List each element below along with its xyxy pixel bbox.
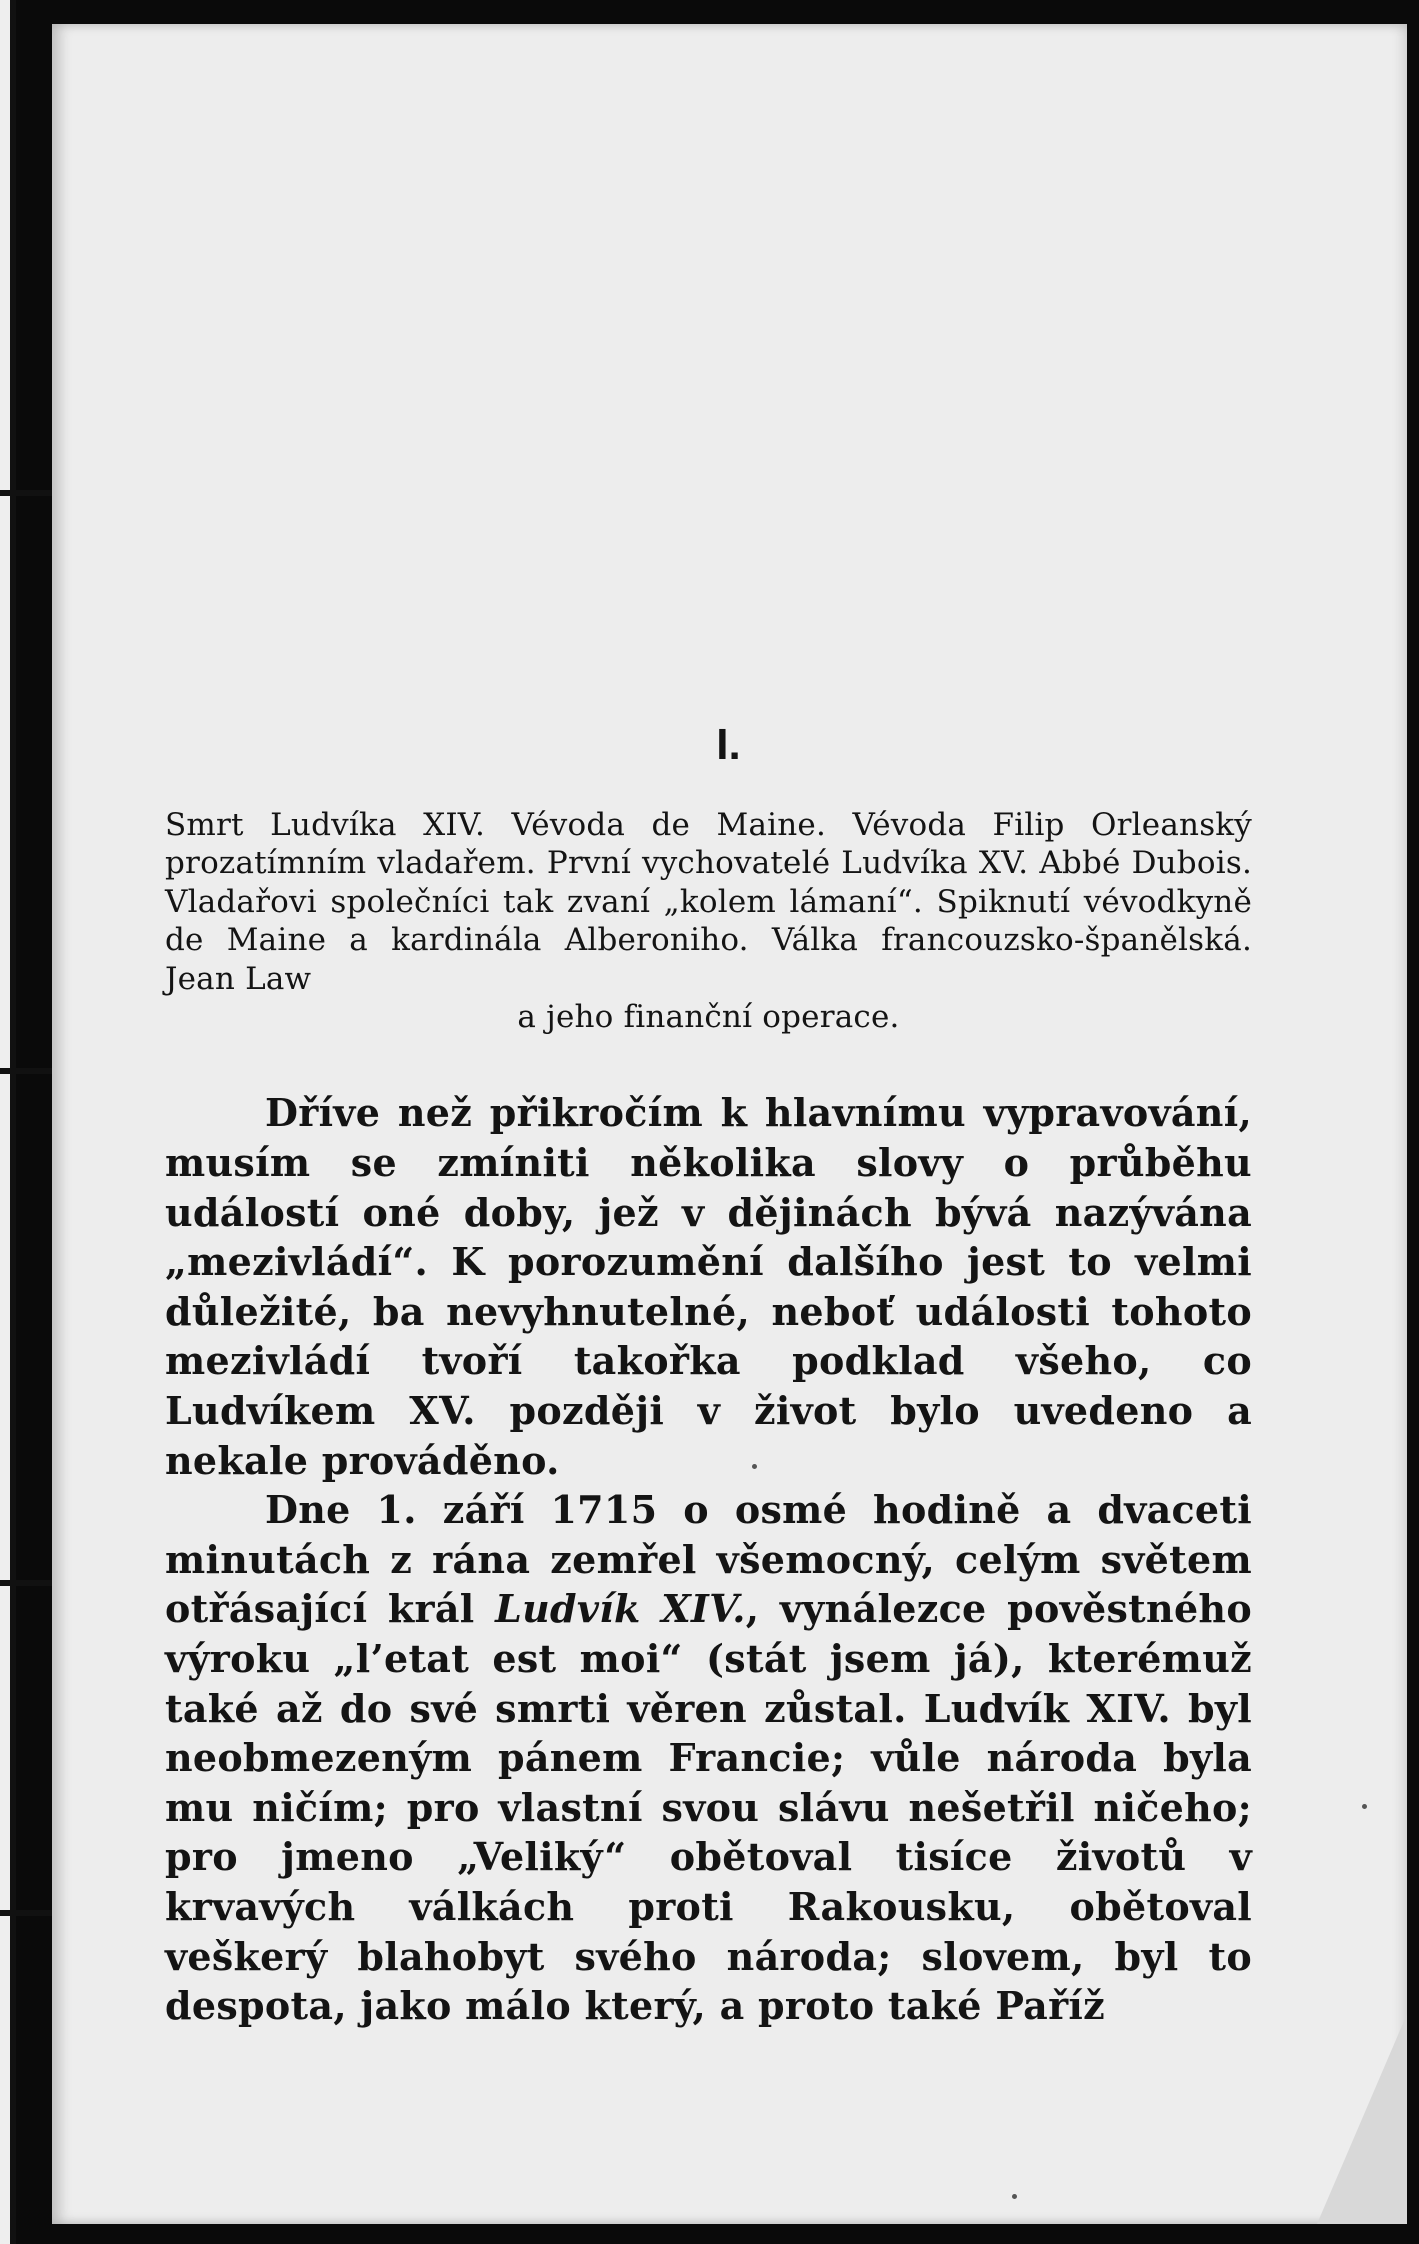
paragraph-2-start: Dne 1. září 1715 o osmé hodině a dvaceti minutách z rána zemřel všemocný, celým světem otřásající král bbox=[165, 1487, 1252, 1632]
paper-speck bbox=[1012, 2194, 1017, 2199]
chapter-summary bbox=[165, 806, 1252, 1036]
paragraph-1: Dříve než přikročím k hlavnímu vypravování, musím se zmíniti několika slovy o průběhu událostí oné doby, jež v dějinách bývá nazývána „mezivládí“. K porozumění dalšího jest to velmi důležité, ba nevyhnutelné, neboť události tohoto mezivládí tvoří takořka podklad všeho, co Ludvíkem XV. později v život bylo uvedeno a nekale prováděno. bbox=[165, 1090, 1252, 1483]
binding-mark bbox=[0, 490, 60, 496]
binding-mark bbox=[0, 1910, 60, 1916]
binding-mark bbox=[0, 1580, 60, 1586]
chapter-number: I. bbox=[716, 720, 741, 769]
binding-mark bbox=[0, 1068, 60, 1074]
paper-speck bbox=[1362, 1804, 1367, 1809]
torn-corner bbox=[1317, 2014, 1407, 2224]
paragraph-2 bbox=[165, 1485, 1252, 2031]
binding-edge bbox=[0, 0, 10, 2244]
binding-shadow bbox=[10, 0, 16, 2244]
king-name: Ludvík XIV. bbox=[495, 1586, 746, 1632]
paragraph-2-rest: , vynálezce pověstného výroku „l’etat est moi“ (stát jsem já), kterémuž také až do své smrti věren zůstal. Ludvík XIV. byl neobmezeným pánem Francie; vůle národa byla mu ničím; pro vlastní svou slávu nešetřil ničeho; pro jmeno „Veliký“ obětoval tisíce životů v krvavých válkách proti Rakousku, obětoval veškerý blahobyt svého národa; slovem, byl to despota, jako málo který, a proto také Paříž bbox=[165, 1586, 1253, 2029]
summary-text: Smrt Ludvíka XIV. Vévoda de Maine. Vévoda Filip Orleanský prozatímním vladařem. První vychovatelé Ludvíka XV. Abbé Dubois. Vladařovi společníci tak zvaní „kolem lámaní“. Spiknutí vévodkyně de Maine a kardinála Alberoniho. Válka francouzsko-španělská. Jean Law bbox=[165, 807, 1252, 997]
page-content bbox=[165, 720, 1252, 2031]
summary-last-line: a jeho finanční operace. bbox=[517, 999, 900, 1036]
